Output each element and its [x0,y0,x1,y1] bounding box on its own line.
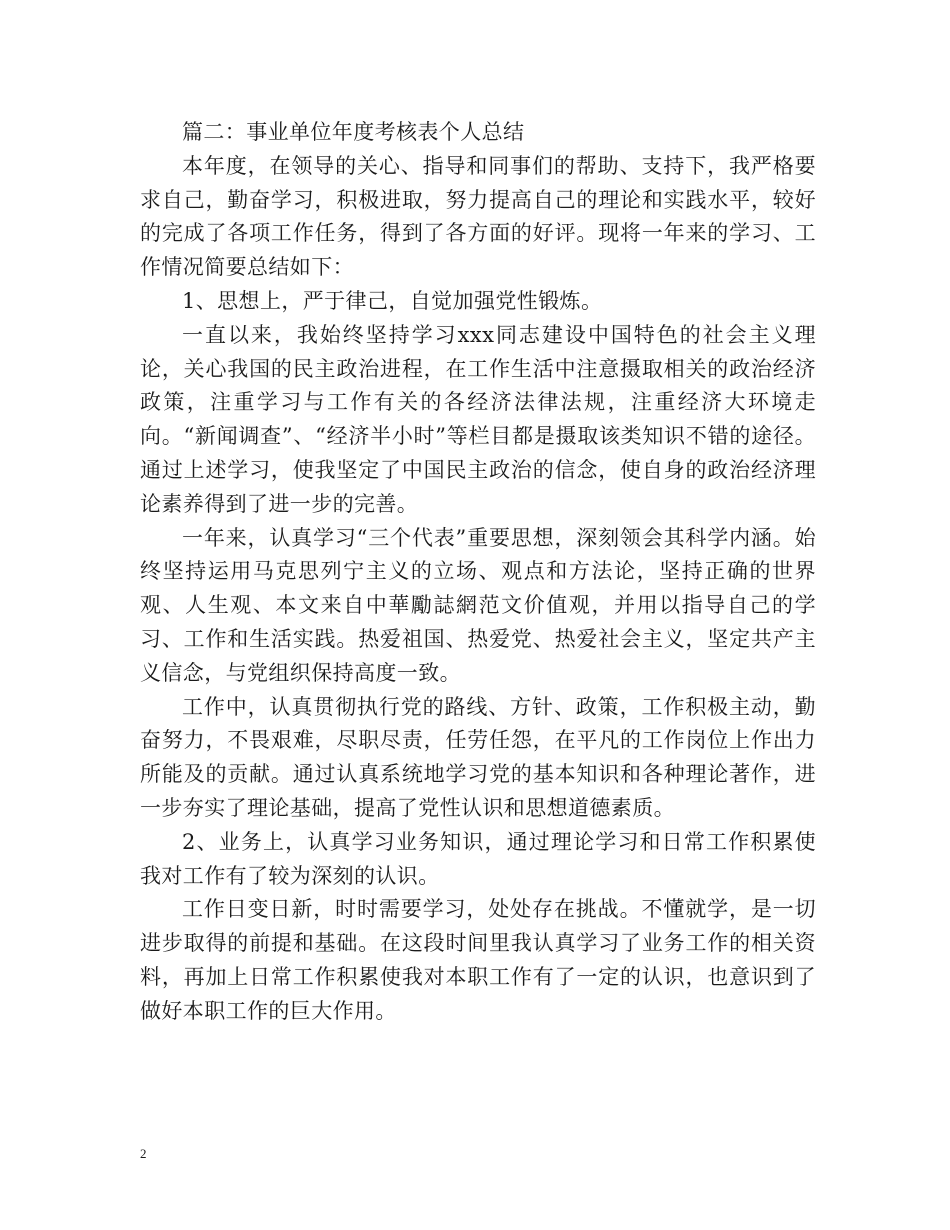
paragraph-work-attitude: 工作中，认真贯彻执行党的路线、方针、政策，工作积极主动，勤奋努力，不畏艰难，尽职尽责，任劳任怨，在平凡的工作岗位上作出力所能及的贡献。通过认真系统地学习党的基本知识和各种理论著作，进一步夯实了理论基础，提高了党性认识和思想道德素质。 [140,694,816,820]
paragraph-learning: 工作日变日新，时时需要学习，处处存在挑战。不懂就学，是一切进步取得的前提和基础。在这段时间里我认真学习了业务工作的相关资料，再加上日常工作积累使我对本职工作有了一定的认识，也意识到了做好本职工作的巨大作用。 [140,897,816,1023]
paragraph-theory-study: 一直以来，我始终坚持学习xxx同志建设中国特色的社会主义理论，关心我国的民主政治进程，在工作生活中注意摄取相关的政治经济政策，注重学习与工作有关的各经济法律法规，注重经济大环境走向。“新闻调查”、“经济半小时”等栏目都是摄取该类知识不错的途径。通过上述学习，使我坚定了中国民主政治的信念，使自身的政治经济理论素养得到了进一步的完善。 [140,322,816,516]
paragraph-intro: 本年度，在领导的关心、指导和同事们的帮助、支持下，我严格要求自己，勤奋学习，积极进取，努力提高自己的理论和实践水平，较好的完成了各项工作任务，得到了各方面的好评。现将一年来的学习、工作情况简要总结如下： [140,153,816,280]
document-body [140,116,816,1029]
paragraph-heading-1: 1、思想上，严于律己，自觉加强党性锻炼。 [182,288,603,313]
paragraph-heading-2: 2、业务上，认真学习业务知识，通过理论学习和日常工作积累使我对工作有了较为深刻的认识。 [140,829,816,888]
paragraph-three-represents: 一年来，认真学习“三个代表”重要思想，深刻领会其科学内涵。始终坚持运用马克思列宁主义的立场、观点和方法论，坚持正确的世界观、人生观、本文来自中華勵誌網范文价值观，并用以指导自己的学习、工作和生活实践。热爱祖国、热爱党、热爱社会主义，坚定共产主义信念，与党组织保持高度一致。 [140,525,816,685]
page-number: 2 [140,1146,147,1161]
section-title: 篇二：事业单位年度考核表个人总结 [182,120,525,144]
